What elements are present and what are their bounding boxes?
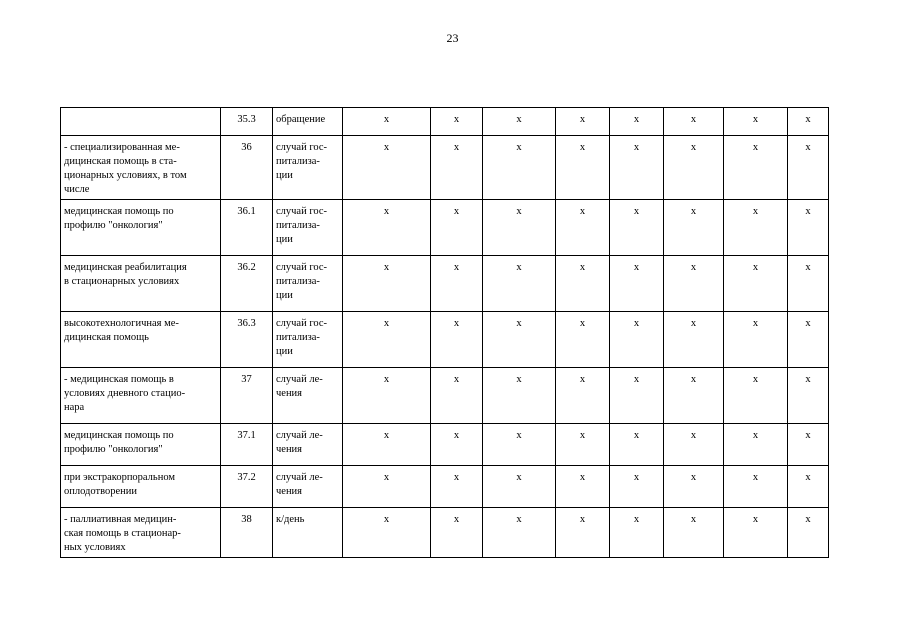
value-cell: x	[610, 466, 664, 508]
row-unit-cell: случай ле- чения	[273, 424, 343, 466]
value-cell: x	[664, 108, 724, 136]
table-row	[61, 256, 829, 312]
value-cell: x	[483, 424, 556, 466]
row-name-cell: медицинская помощь по профилю "онкология"	[61, 200, 221, 256]
value-cell: x	[431, 508, 483, 558]
data-table	[60, 107, 829, 558]
row-unit-cell: случай гос- питализа- ции	[273, 256, 343, 312]
row-unit-cell: обращение	[273, 108, 343, 136]
row-code-cell: 35.3	[221, 108, 273, 136]
value-cell: x	[724, 368, 788, 424]
value-cell: x	[724, 136, 788, 200]
value-cell: x	[610, 200, 664, 256]
value-cell: x	[343, 136, 431, 200]
table-row	[61, 108, 829, 136]
value-cell: x	[483, 312, 556, 368]
table-row	[61, 136, 829, 200]
value-cell: x	[343, 200, 431, 256]
value-cell: x	[556, 136, 610, 200]
value-cell: x	[483, 256, 556, 312]
row-code-cell: 36.3	[221, 312, 273, 368]
value-cell: x	[343, 508, 431, 558]
value-cell: x	[788, 424, 829, 466]
value-cell: x	[431, 136, 483, 200]
value-cell: x	[343, 312, 431, 368]
value-cell: x	[788, 312, 829, 368]
value-cell: x	[724, 508, 788, 558]
value-cell: x	[556, 312, 610, 368]
value-cell: x	[664, 136, 724, 200]
value-cell: x	[788, 200, 829, 256]
value-cell: x	[343, 424, 431, 466]
value-cell: x	[610, 136, 664, 200]
value-cell: x	[556, 200, 610, 256]
value-cell: x	[343, 256, 431, 312]
table-row	[61, 368, 829, 424]
value-cell: x	[343, 466, 431, 508]
value-cell: x	[724, 200, 788, 256]
value-cell: x	[610, 368, 664, 424]
table-row	[61, 424, 829, 466]
value-cell: x	[431, 200, 483, 256]
value-cell: x	[788, 108, 829, 136]
value-cell: x	[431, 424, 483, 466]
value-cell: x	[556, 466, 610, 508]
value-cell: x	[556, 256, 610, 312]
value-cell: x	[483, 200, 556, 256]
value-cell: x	[431, 466, 483, 508]
value-cell: x	[664, 256, 724, 312]
value-cell: x	[724, 466, 788, 508]
value-cell: x	[664, 312, 724, 368]
row-name-cell: высокотехнологичная ме- дицинская помощь	[61, 312, 221, 368]
value-cell: x	[431, 312, 483, 368]
row-code-cell: 37.2	[221, 466, 273, 508]
value-cell: x	[788, 136, 829, 200]
value-cell: x	[556, 108, 610, 136]
value-cell: x	[724, 424, 788, 466]
value-cell: x	[343, 108, 431, 136]
row-unit-cell: случай гос- питализа- ции	[273, 136, 343, 200]
row-name-cell: медицинская помощь по профилю "онкология"	[61, 424, 221, 466]
row-code-cell: 36.2	[221, 256, 273, 312]
value-cell: x	[556, 508, 610, 558]
row-code-cell: 36	[221, 136, 273, 200]
value-cell: x	[431, 368, 483, 424]
row-name-cell: - медицинская помощь в условиях дневного стацио- нара	[61, 368, 221, 424]
value-cell: x	[664, 200, 724, 256]
row-name-cell: при экстракорпоральном оплодотворении	[61, 466, 221, 508]
page-number: 23	[446, 31, 459, 45]
value-cell: x	[724, 256, 788, 312]
table-row	[61, 200, 829, 256]
value-cell: x	[556, 368, 610, 424]
value-cell: x	[610, 108, 664, 136]
value-cell: x	[483, 466, 556, 508]
row-code-cell: 36.1	[221, 200, 273, 256]
table-row	[61, 508, 829, 558]
value-cell: x	[431, 108, 483, 136]
row-name-cell: медицинская реабилитация в стационарных условиях	[61, 256, 221, 312]
value-cell: x	[788, 368, 829, 424]
value-cell: x	[724, 312, 788, 368]
value-cell: x	[610, 256, 664, 312]
value-cell: x	[788, 256, 829, 312]
row-name-cell: - специализированная ме- дицинская помощь в ста- ционарных условиях, в том числе	[61, 136, 221, 200]
row-unit-cell: случай гос- питализа- ции	[273, 312, 343, 368]
value-cell: x	[664, 368, 724, 424]
value-cell: x	[664, 424, 724, 466]
row-name-cell: - паллиативная медицин- ская помощь в стационар- ных условиях	[61, 508, 221, 558]
row-unit-cell: случай гос- питализа- ции	[273, 200, 343, 256]
row-code-cell: 37	[221, 368, 273, 424]
value-cell: x	[610, 508, 664, 558]
value-cell: x	[610, 424, 664, 466]
value-cell: x	[788, 508, 829, 558]
value-cell: x	[483, 368, 556, 424]
table-row	[61, 466, 829, 508]
value-cell: x	[664, 508, 724, 558]
row-unit-cell: к/день	[273, 508, 343, 558]
row-unit-cell: случай ле- чения	[273, 466, 343, 508]
value-cell: x	[343, 368, 431, 424]
value-cell: x	[724, 108, 788, 136]
row-code-cell: 38	[221, 508, 273, 558]
value-cell: x	[483, 136, 556, 200]
value-cell: x	[556, 424, 610, 466]
value-cell: x	[483, 108, 556, 136]
row-code-cell: 37.1	[221, 424, 273, 466]
value-cell: x	[788, 466, 829, 508]
value-cell: x	[610, 312, 664, 368]
value-cell: x	[664, 466, 724, 508]
table-row	[61, 312, 829, 368]
value-cell: x	[431, 256, 483, 312]
value-cell: x	[483, 508, 556, 558]
row-name-cell	[61, 108, 221, 136]
row-unit-cell: случай ле- чения	[273, 368, 343, 424]
